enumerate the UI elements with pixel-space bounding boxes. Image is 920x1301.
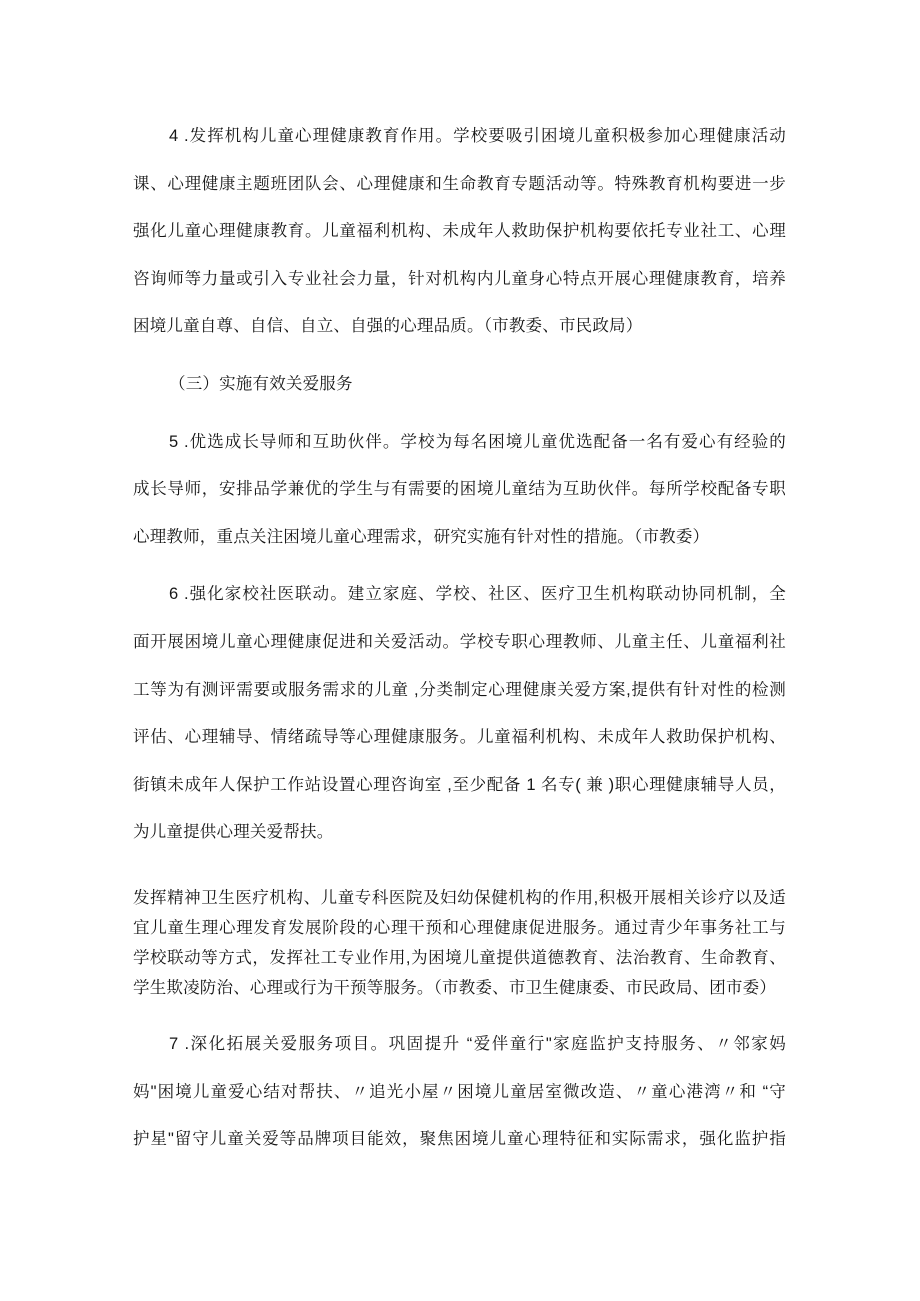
- text-line: 为儿童提供心理关爱帮扶。: [133, 823, 334, 842]
- text-line: 学校联动等方式，发挥社工专业作用,为困境儿童提供道德教育、法治教育、生命教育、: [133, 948, 786, 967]
- section-heading-3-care-services: [133, 361, 786, 409]
- text-line: 工等为有测评需要或服务需求的儿童 ,分类制定心理健康关爱方案,提供有针对性的检测: [133, 680, 786, 699]
- text-line: 咨询师等力量或引入专业社会力量，针对机构内儿童身心特点开展心理健康教育，培养: [133, 269, 786, 288]
- text-line: 妈"困境儿童爱心结对帮扶、〃追光小屋〃困境儿童居室微改造、〃童心港湾〃和 “守: [133, 1082, 786, 1101]
- item-5-growth-mentors: [133, 419, 786, 562]
- text-line: 发挥精神卫生医疗机构、儿童专科医院及妇幼保健机构的作用,积极开展相关诊疗以及适: [133, 888, 786, 907]
- text-line: （三）实施有效关爱服务: [169, 374, 353, 393]
- text-line: 强化儿童心理健康教育。儿童福利机构、未成年人救助保护机构要依托专业社工、心理: [133, 222, 786, 241]
- text-line: 街镇未成年人保护工作站设置心理咨询室 ,至少配备 1 名专( 兼 )职心理健康辅导人员，: [133, 775, 786, 794]
- text-line: 心理教师，重点关注困境儿童心理需求，研究实施有针对性的措施。（市教委）: [133, 527, 710, 546]
- text-line: 宜儿童生理心理发育发展阶段的心理干预和心理健康促进服务。通过青少年事务社工与: [133, 918, 786, 937]
- text-line: 7 .深化拓展关爱服务项目。巩固提升 “爱伴童行"家庭监护支持服务、〃邻家妈: [169, 1034, 786, 1053]
- paragraph-medical-institutions-role: [133, 883, 786, 1003]
- text-line: 面开展困境儿童心理健康促进和关爱活动。学校专职心理教师、儿童主任、儿童福利社: [133, 632, 786, 651]
- item-7-deepen-care-service-projects: [133, 1021, 786, 1164]
- text-line: 课、心理健康主题班团队会、心理健康和生命教育专题活动等。特殊教育机构要进一步: [133, 174, 786, 193]
- text-line: 困境儿童自尊、自信、自立、自强的心理品质。（市教委、市民政局）: [133, 317, 643, 336]
- text-line: 护星"留守儿童关爱等品牌项目能效，聚焦困境儿童心理特征和实际需求，强化监护指: [133, 1130, 786, 1149]
- text-line: 4 .发挥机构儿童心理健康教育作用。学校要吸引困境儿童积极参加心理健康活动: [169, 127, 786, 145]
- text-line: 6 .强化家校社医联动。建立家庭、学校、社区、医疗卫生机构联动协同机制，全: [169, 585, 786, 604]
- item-4-institution-mental-health-education: [133, 113, 786, 351]
- text-line: 学生欺凌防治、心理或行为干预等服务。（市教委、市卫生健康委、市民政局、团市委）: [133, 978, 777, 997]
- document-body: [133, 113, 786, 1164]
- text-line: 成长导师，安排品学兼优的学生与有需要的困境儿童结为互助伙伴。每所学校配备专职: [133, 480, 786, 499]
- text-line: 评估、心理辅导、情绪疏导等心理健康服务。儿童福利机构、未成年人救助保护机构、: [133, 728, 786, 747]
- item-6-home-school-community-medical-linkage: [133, 571, 786, 857]
- text-line: 5 .优选成长导师和互助伙伴。学校为每名困境儿童优选配备一名有爱心有经验的: [169, 432, 786, 451]
